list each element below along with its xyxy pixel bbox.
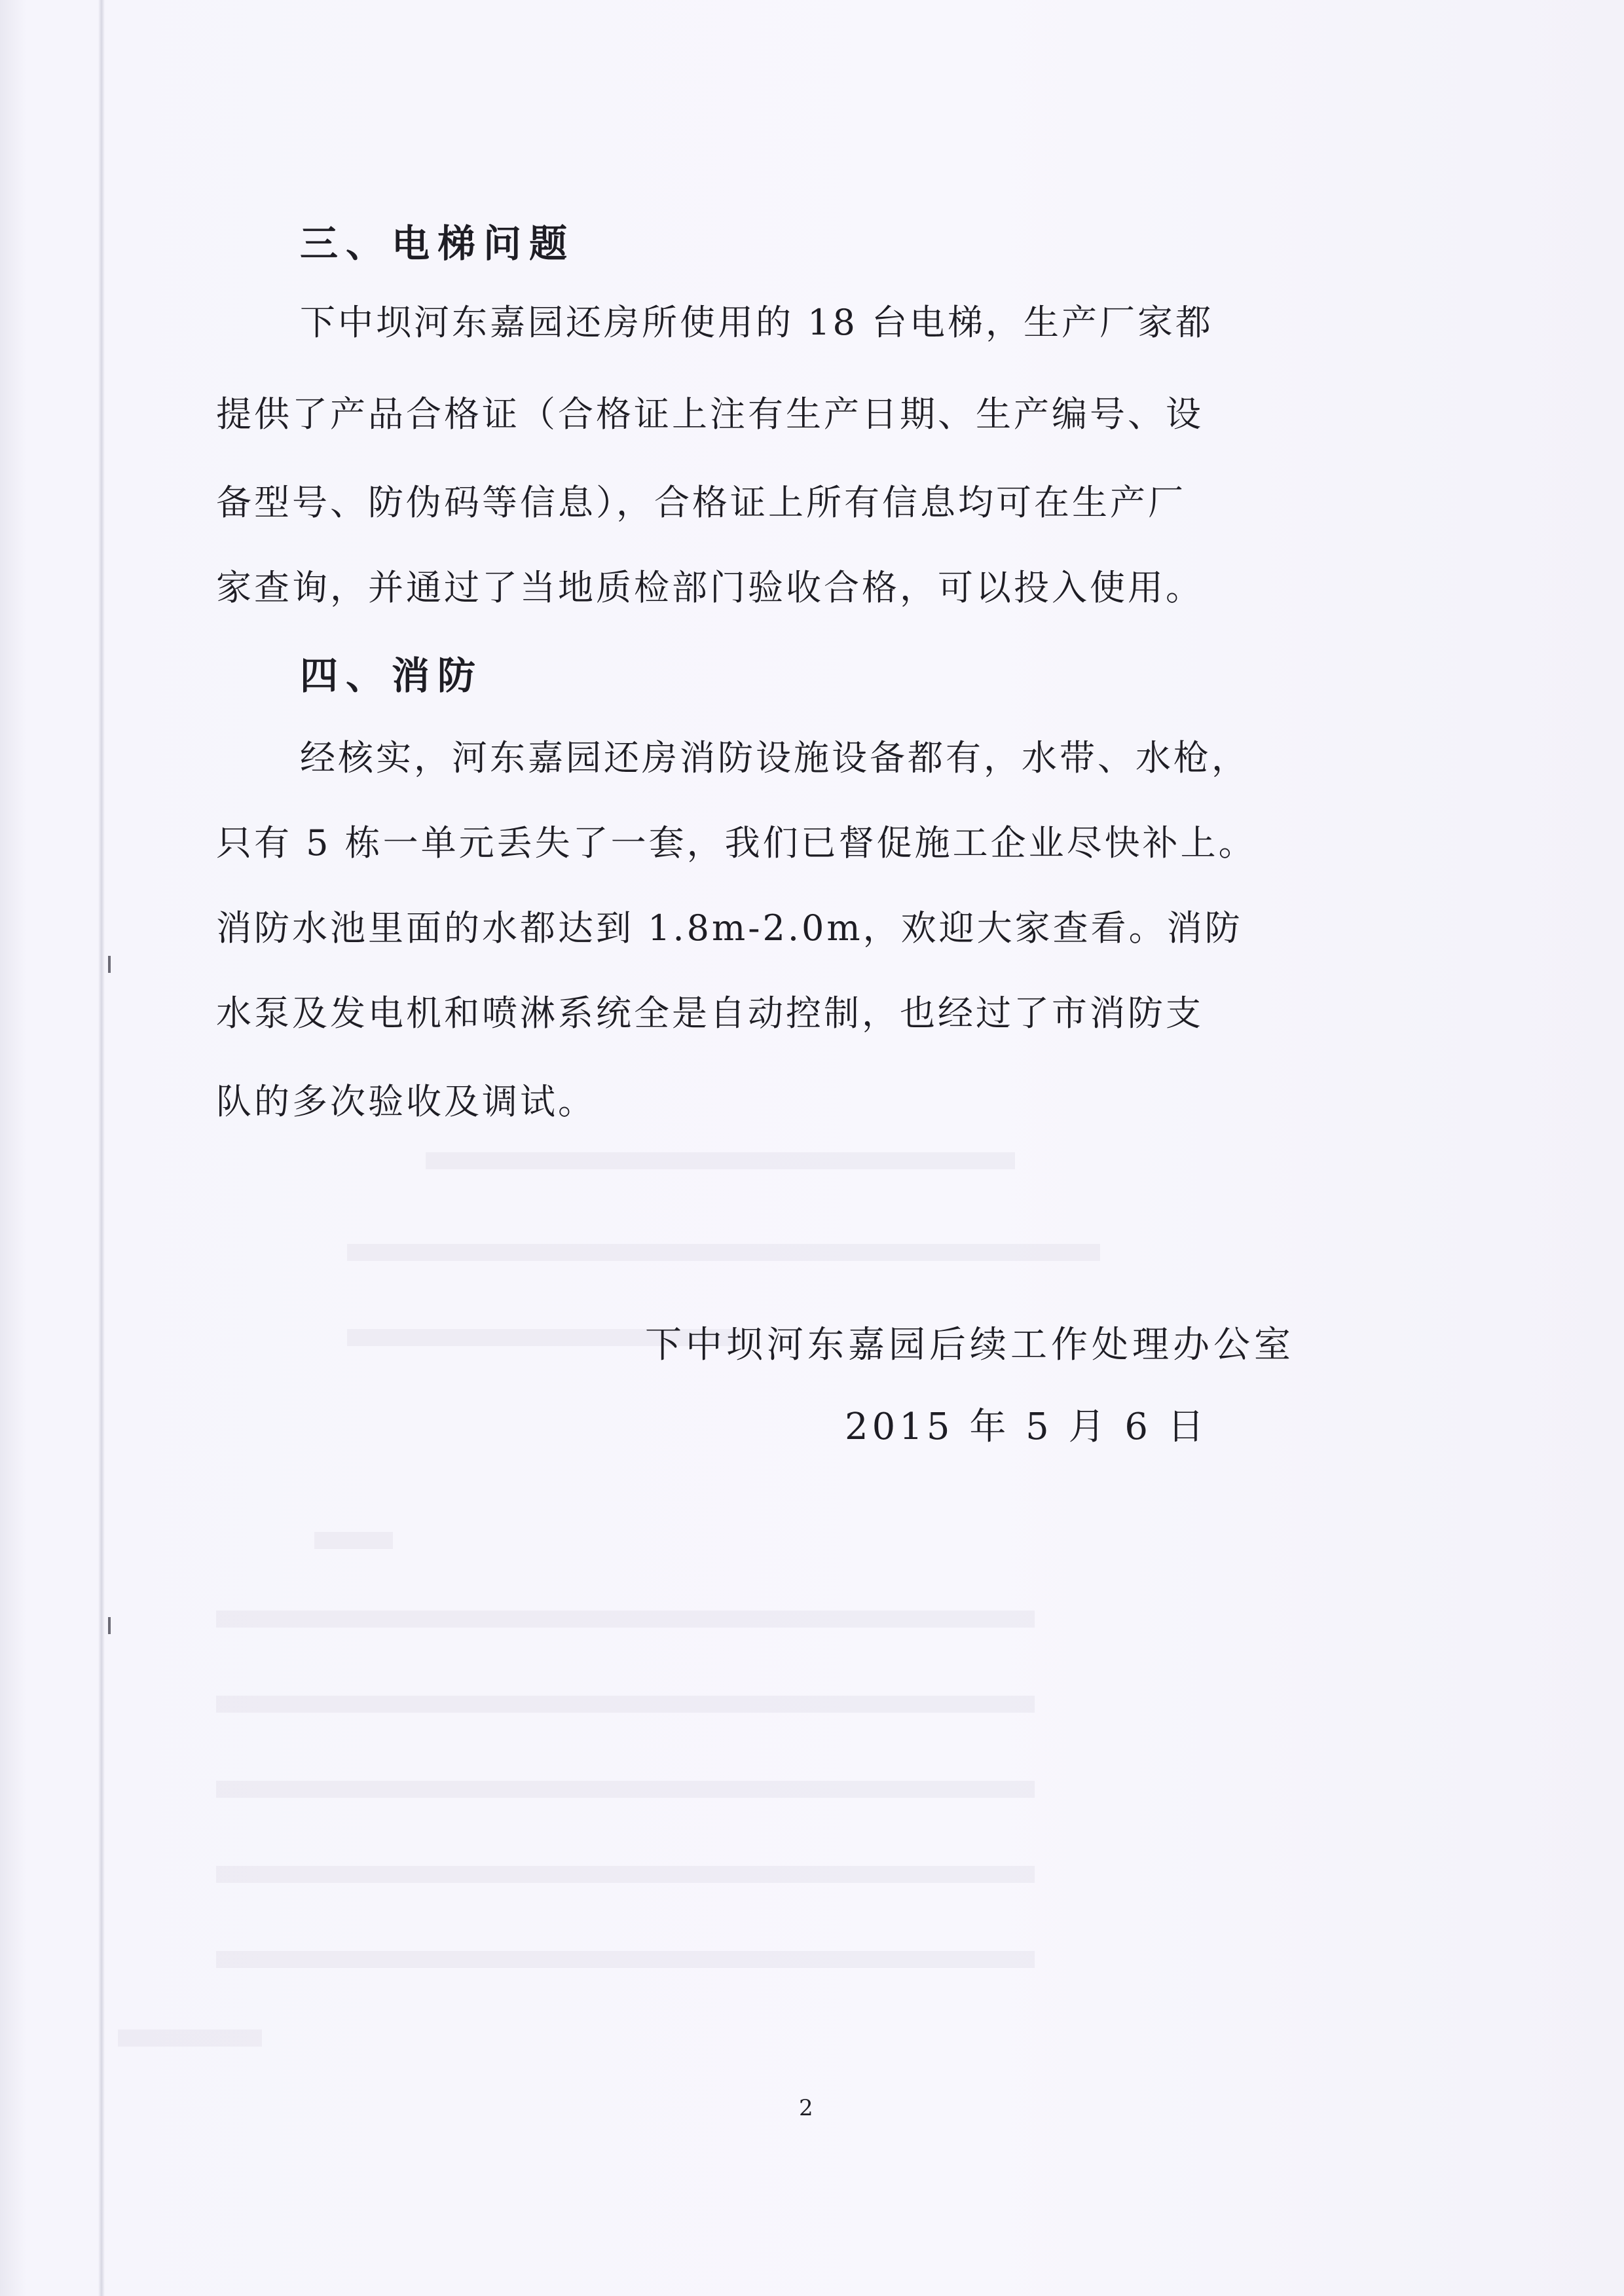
section-three-line: 下中坝河东嘉园还房所使用的 18 台电梯，生产厂家都 — [300, 302, 1214, 343]
section-three-line: 提供了产品合格证（合格证上注有生产日期、生产编号、设 — [216, 393, 1204, 435]
section-three-heading: 三、电梯问题 — [300, 221, 576, 266]
section-four-line: 水泵及发电机和喷淋系统全是自动控制，也经过了市消防支 — [216, 993, 1204, 1034]
section-four-line: 经核实，河东嘉园还房消防设施设备都有，水带、水枪， — [300, 737, 1249, 778]
show-through-texture — [216, 1152, 1329, 2069]
page-number: 2 — [799, 2095, 813, 2121]
section-four-heading: 四、消防 — [300, 653, 484, 698]
section-three-line: 备型号、防伪码等信息），合格证上所有信息均可在生产厂 — [216, 482, 1186, 523]
binding-mark — [108, 1617, 111, 1634]
section-four-line: 消防水池里面的水都达到 1.8m-2.0m，欢迎大家查看。消防 — [216, 907, 1243, 949]
section-three-line: 家查询，并通过了当地质检部门验收合格，可以投入使用。 — [216, 567, 1204, 608]
binding-mark — [108, 956, 111, 973]
issuing-office: 下中坝河东嘉园后续工作处理办公室 — [645, 1324, 1295, 1366]
section-four-line: 队的多次验收及调试。 — [216, 1081, 596, 1122]
issue-date: 2015 年 5 月 6 日 — [845, 1406, 1208, 1448]
binding-fold-shadow — [98, 0, 105, 2296]
section-four-line: 只有 5 栋一单元丢失了一套，我们已督促施工企业尽快补上。 — [216, 822, 1257, 864]
